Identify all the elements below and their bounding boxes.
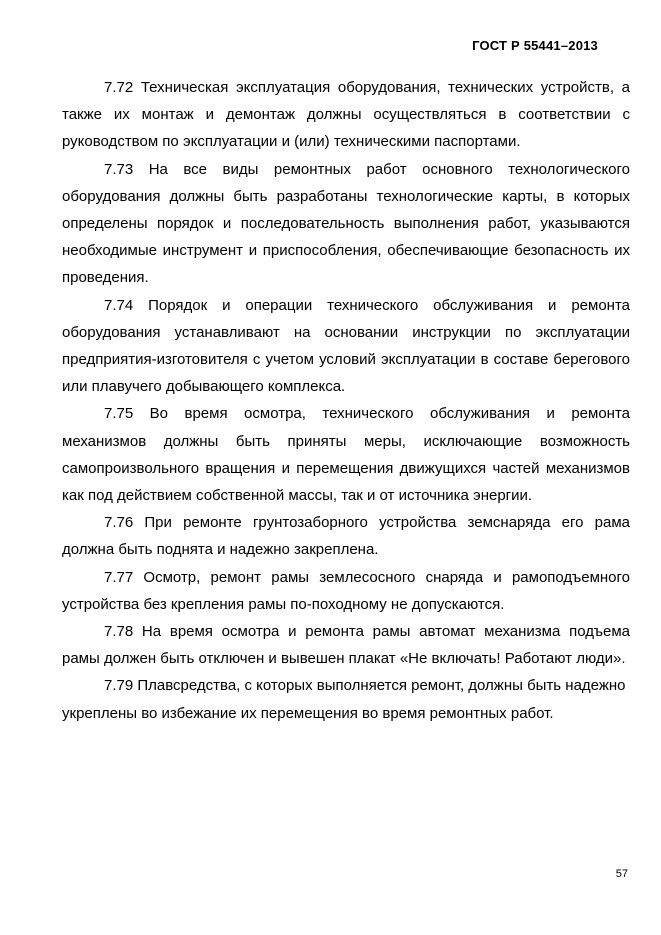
paragraph-7-79: 7.79 Плавсредства, с которых выполняется ремонт, должны быть надежно укреплены во избежание их перемещения во время ремонтных работ.: [62, 677, 626, 722]
paragraph-7-77: 7.77 Осмотр, ремонт рамы землесосного снаряда и рамоподъемного устройства без крепления рамы по-походному не допускаются.: [62, 568, 630, 613]
page-number: 57: [615, 868, 628, 880]
paragraph-7-74: 7.74 Порядок и операции технического обслуживания и ремонта оборудования устанавливают на основании инструкции по эксплуатации предприятия-изготовителя с учетом условий эксплуатации в составе берегового или плавучего добывающего комплекса.: [62, 296, 630, 396]
document-number: ГОСТ Р 55441–2013: [472, 38, 598, 53]
paragraph-7-73: 7.73 На все виды ремонтных работ основного технологического оборудования должны быть разработаны технологические карты, в которых определены порядок и последовательность выполнения работ, указываются необходимые инструмент и приспособления, обеспечивающие безопасность их проведения.: [62, 160, 630, 287]
paragraph-7-76: 7.76 При ремонте грунтозаборного устройства земснаряда его рама должна быть поднята и надежно закреплена.: [62, 514, 630, 559]
paragraph-7-75: 7.75 Во время осмотра, технического обслуживания и ремонта механизмов должны быть приняты меры, исключающие возможность самопроизвольного вращения и перемещения движущихся частей механизмов как под действием собственной массы, так и от источника энергии.: [62, 405, 630, 505]
paragraph-7-78: 7.78 На время осмотра и ремонта рамы автомат механизма подъема рамы должен быть отключен и вывешен плакат «Не включать! Работают люди».: [62, 623, 630, 668]
document-body: [62, 74, 630, 727]
paragraph-7-72: 7.72 Техническая эксплуатация оборудования, технических устройств, а также их монтаж и демонтаж должны осуществляться в соответствии с руководством по эксплуатации и (или) техническими паспортами.: [62, 79, 630, 151]
